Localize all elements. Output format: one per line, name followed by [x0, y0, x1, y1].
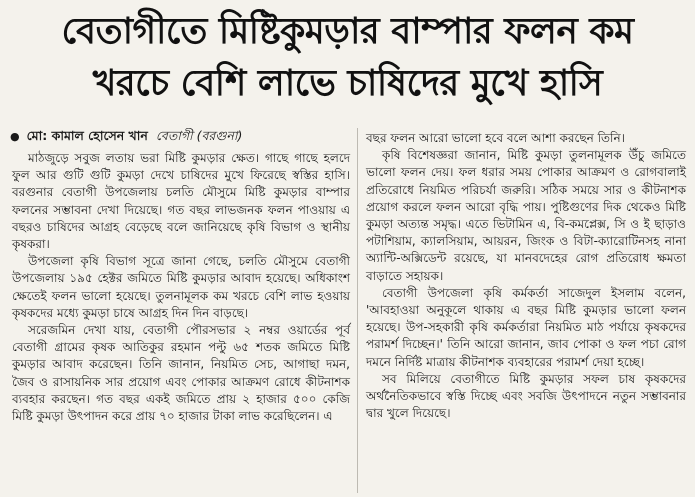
article-column-left	[12, 150, 350, 425]
headline-line-2: খরচে বেশি লাভে চাষিদের মুখে হাসি	[92, 63, 603, 104]
byline-bullet-icon: ●	[10, 130, 20, 143]
paragraph: কৃষি বিশেষজ্ঞরা জানান, মিষ্টি কুমড়া তুলনামূলক উঁচু জমিতে ভালো ফলন দেয়। ফল ধরার সময় পোকার আক্রমণ ও রোগবালাই প্রতিরোধে নিয়মিত পরিচর্যা জরুরি। সঠিক সময়ে সার ও কীটনাশক প্রয়োগ করলে ফলন আরো বৃদ্ধি পায়। পুষ্টিগুণের দিক থেকেও মিষ্টি কুমড়া অত্যন্ত সমৃদ্ধ। এতে ভিটামিন এ, বি-কমপ্লেক্স, সি ও ই ছাড়াও পটাশিয়াম, ক্যালসিয়াম, আয়রন, জিংক ও বিটা-ক্যারোটিনসহ নানা অ্যান্টি-অক্সিডেন্ট রয়েছে, যা মানবদেহের রোগ প্রতিরোধ ক্ষমতা বাড়াতে সহায়ক।	[366, 148, 686, 283]
article-column-right	[366, 130, 686, 422]
byline	[10, 128, 355, 145]
paragraph: মাঠজুড়ে সবুজ লতায় ভরা মিষ্টি কুমড়ার ক্ষেত। গাছে গাছে হলদে ফুল আর গুটি গুটি কুমড়া দেখে চাষিদের মুখে ফিরেছে স্বস্তির হাসি। বরগুনার বেতাগী উপজেলায় চলতি মৌসুমে মিষ্টি কুমড়ার বাম্পার ফলনের সম্ভাবনা দেখা দিয়েছে। গত বছর লাভজনক ফলন পাওয়ায় এ বছরও চাষিদের আগ্রহ বেড়েছে বলে জানিয়েছে কৃষি বিভাগ ও স্থানীয় কৃষকরা।	[12, 151, 350, 252]
paragraph: উপজেলা কৃষি বিভাগ সূত্রে জানা গেছে, চলতি মৌসুমে বেতাগী উপজেলায় ১৯৫ হেক্টর জমিতে মিষ্টি কুমড়ার আবাদ হয়েছে। অধিকাংশ ক্ষেতেই ফলন ভালো হয়েছে। তুলনামূলক কম খরচে বেশি লাভ হওয়ায় কৃষকদের মধ্যে কুমড়া চাষে আগ্রহ দিন দিন বাড়ছে।	[12, 254, 350, 320]
paragraph: সরেজমিন দেখা যায়, বেতাগী পৌরসভার ২ নম্বর ওয়ার্ডের পূর্ব বেতাগী গ্রামের কৃষক আতিকুর রহমান পল্টু ৬৫ শতক জমিতে মিষ্টি কুমড়ার আবাদ করেছেন। তিনি জানান, নিয়মিত সেচ, আগাছা দমন, জৈব ও রাসায়নিক সার প্রয়োগ এবং পোকার আক্রমণ রোধে কীটনাশক ব্যবহার করছেন। গত বছর একই জমিতে প্রায় ২ হাজার ৫০০ কেজি মিষ্টি কুমড়া উৎপাদন করে প্রায় ৭০ হাজার টাকা লাভ করেছিলেন। এ	[12, 323, 350, 424]
dateline-location: বেতাগী (বরগুনা)	[155, 128, 243, 143]
reporter-name: মো: কামাল হোসেন খান	[26, 128, 148, 143]
paragraph: বেতাগী উপজেলা কৃষি কর্মকর্তা সাজেদুল ইসলাম বলেন, 'আবহাওয়া অনুকূলে থাকায় এ বছর মিষ্টি কুমড়ার ভালো ফলন হয়েছে। উপ-সহকারী কৃষি কর্মকর্তারা নিয়মিত মাঠ পর্যায়ে কৃষকদের পরামর্শ দিচ্ছেন।' তিনি আরো জানান, জাব পোকা ও ফল পচা রোগ দমনে নির্দিষ্ট মাত্রায় কীটনাশক ব্যবহারের পরামর্শ দেয়া হচ্ছে।	[366, 285, 686, 369]
column-divider	[357, 128, 358, 493]
paragraph-continued: বছর ফলন আরো ভালো হবে বলে আশা করছেন তিনি।	[366, 131, 625, 145]
headline-line-1: বেতাগীতে মিষ্টিকুমড়ার বাম্পার ফলন কম	[61, 11, 634, 52]
paragraph: সব মিলিয়ে বেতাগীতে মিষ্টি কুমড়ার সফল চাষ কৃষকদের অর্থনৈতিকভাবে স্বস্তি দিচ্ছে এবং সবজি উৎপাদনে নতুন সম্ভাবনার দ্বার খুলে দিয়েছে।	[366, 371, 686, 421]
headline	[10, 6, 685, 110]
